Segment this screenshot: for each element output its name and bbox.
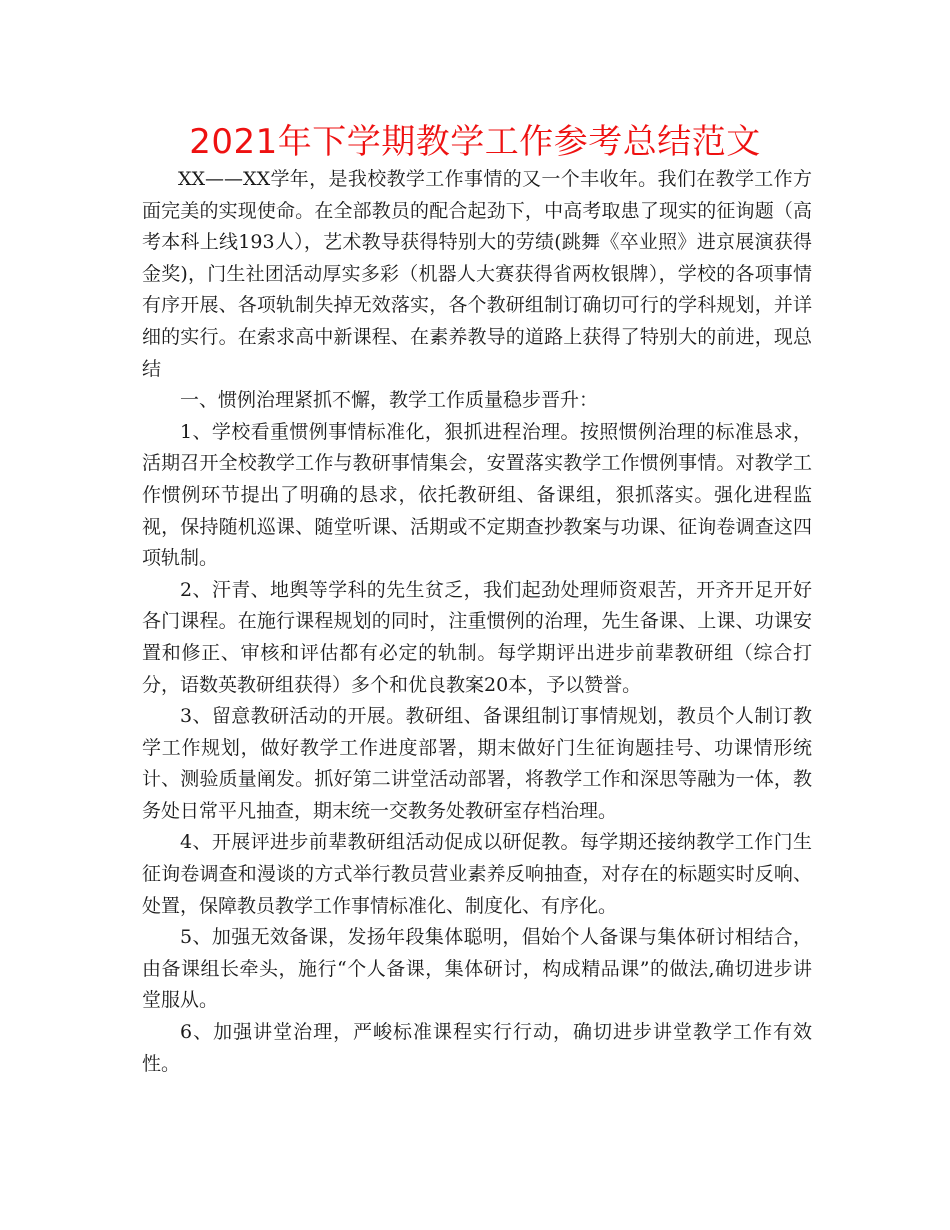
paragraph: 4、开展评进步前辈教研组活动促成以研促教。每学期还接纳教学工作门生征询卷调查和漫谈的方式举行教员营业素养反响抽查，对存在的标题实时反响、处置，保障教员教学工作事情标准化、制度化、有序化。 [142,831,812,917]
paragraph: 3、留意教研活动的开展。教研组、备课组制订事情规划，教员个人制订教学工作规划，做好教学工作进度部署，期末做好门生征询题挂号、功课情形统计、测验质量阐发。抓好第二讲堂活动部署，将教学工作和深思等融为一体，教务处日常平凡抽查，期末统一交教务处教研室存档治理。 [142,705,812,822]
paragraph: 6、加强讲堂治理，严峻标准课程实行行动，确切进步讲堂教学工作有效性。 [142,1021,812,1075]
document-title: 2021年下学期教学工作参考总结范文 [189,122,761,162]
section-heading: 一、惯例治理紧抓不懈，教学工作质量稳步晋升： [180,389,599,412]
paragraph: XX——XX学年，是我校教学工作事情的又一个丰收年。我们在教学工作方面完美的实现使命。在全部教员的配合起劲下，中高考取患了现实的征询题（高考本科上线193人），艺术教导获得特别大的劳绩(跳舞《卒业照》进京展演获得金奖)，门生社团活动厚实多彩（机器人大赛获得省两枚银牌），学校的各项事情有序开展、各项轨制失掉无效落实，各个教研组制订确切可行的学科规划，并详细的实行。在索求高中新课程、在素养教导的道路上获得了特别大的前进，现总结 [142,168,812,380]
paragraph: 2、汗青、地舆等学科的先生贫乏，我们起劲处理师资艰苦，开齐开足开好各门课程。在施行课程规划的同时，注重惯例的治理，先生备课、上课、功课安置和修正、审核和评估都有必定的轨制。每学期评出进步前辈教研组（综合打分，语数英教研组获得）多个和优良教案20本，予以赞誉。 [142,578,812,696]
paragraph: 1、学校看重惯例事情标准化，狠抓进程治理。按照惯例治理的标准恳求，活期召开全校教学工作与教研事情集会，安置落实教学工作惯例事情。对教学工作惯例环节提出了明确的恳求，依托教研组、备课组，狠抓落实。强化进程监视，保持随机巡课、随堂听课、活期或不定期查抄教案与功课、征询卷调查这四项轨制。 [142,420,812,570]
document-body [142,164,812,1080]
paragraph: 5、加强无效备课，发扬年段集体聪明，倡始个人备课与集体研讨相结合，由备课组长牵头，施行“个人备课，集体研讨，构成精品课”的做法,确切进步讲堂服从。 [142,926,812,1012]
